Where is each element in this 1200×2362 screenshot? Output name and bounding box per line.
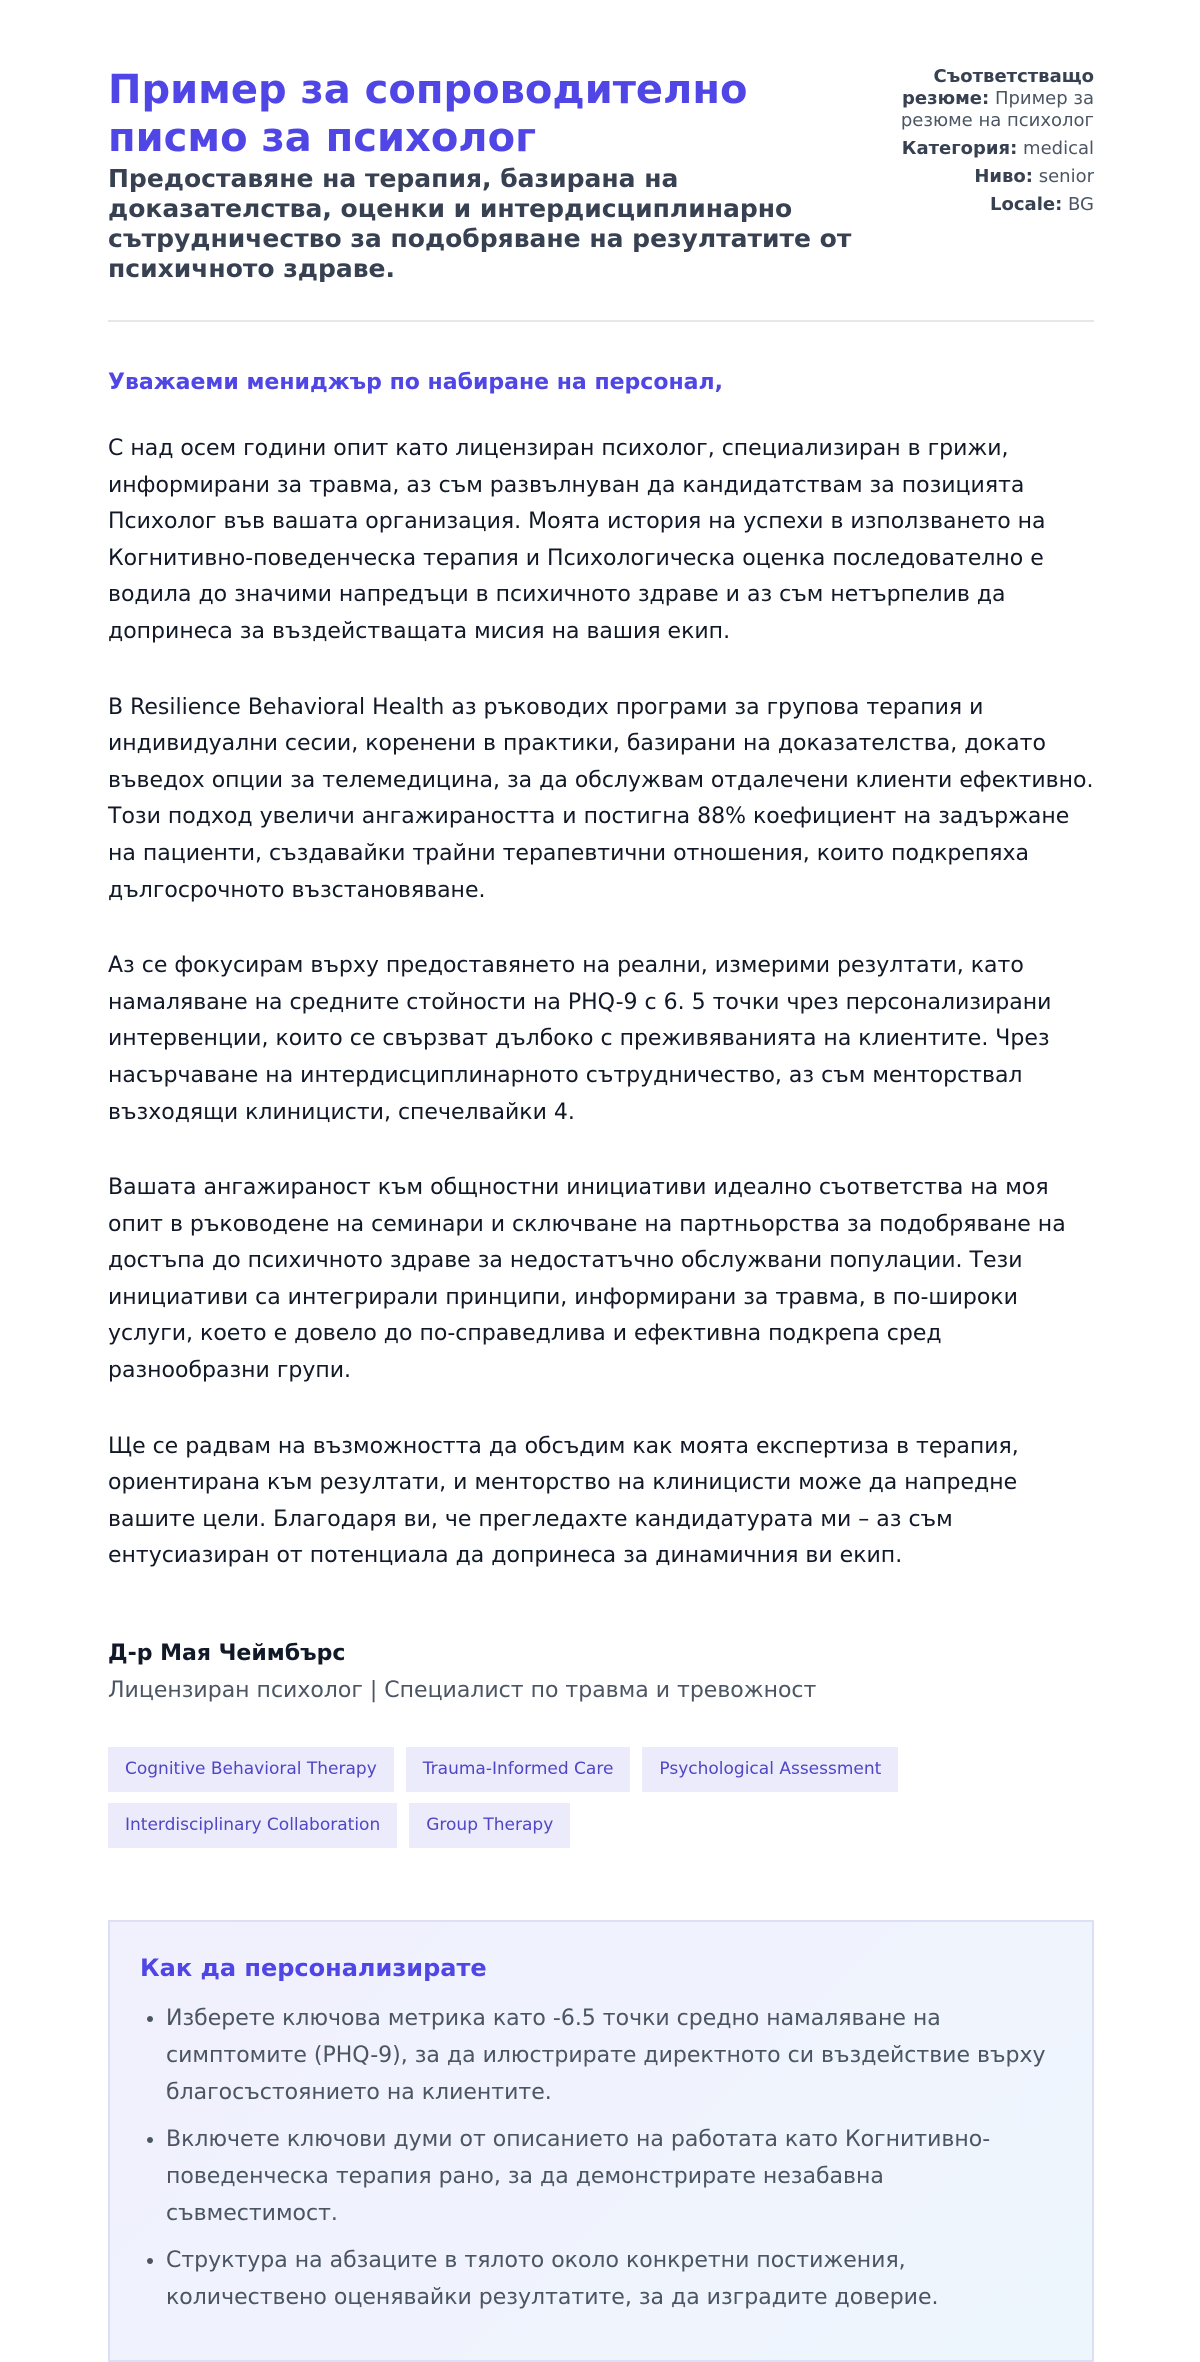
page-title: Пример за сопроводително писмо за психолог — [108, 67, 748, 161]
letter-paragraph: Ще се радвам на възможността да обсъдим как моята експертиза в терапия, ориентирана към резултати, и менторство на клиницисти може да напредне вашите цели. Благодаря ви, че прегледахте кандидатурата ми – аз съм ентусиазиран от потенциала да допринеса за динамичния ви екип. — [108, 1433, 1019, 1569]
tip-item: • Изберете ключова метрика като -6.5 точки средно намаляване на симптомите (PHQ-9), за да илюстрирате директното си въздействие върху благосъстоянието на клиентите. — [166, 2000, 1062, 2111]
meta-resume-value: Пример за резюме на психолог — [900, 88, 1094, 131]
customization-tips — [108, 1920, 1094, 2362]
skill-tag: Interdisciplinary Collaboration — [108, 1803, 397, 1848]
salutation: Уважаеми мениджър по набиране на персонал, — [108, 370, 723, 395]
meta-info — [894, 66, 1094, 222]
skill-tag: Group Therapy — [409, 1803, 570, 1848]
signature-title: Лицензиран психолог | Специалист по травма и тревожност — [108, 1678, 817, 1704]
meta-locale-label: Locale: — [990, 194, 1063, 215]
meta-resume-label: Съответстващо резюме: — [902, 66, 1094, 109]
meta-category — [894, 138, 1094, 160]
skill-tags — [108, 1747, 1094, 1848]
letter-paragraph: В Resilience Behavioral Health аз ръководих програми за групова терапия и индивидуални сесии, коренени в практики, базирани на доказателства, докато въведох опции за телемедицина, за да обслужвам отдалечени клиенти ефективно. Този подход увеличи ангажираността и постигна 88% коефициент на задържане на пациенти, създавайки трайни терапевтични отношения, които подкрепяха дългосрочното възстановяване. — [108, 694, 1094, 903]
skill-tag: Cognitive Behavioral Therapy — [108, 1747, 394, 1792]
meta-locale — [894, 194, 1094, 216]
meta-category-value: medical — [1023, 138, 1094, 159]
tips-list — [140, 2000, 1062, 2316]
meta-level — [894, 166, 1094, 188]
letter-paragraph: Вашата ангажираност към общностни инициативи идеално съответства на моя опит в ръководене на семинари и сключване на партньорства за подобряване на достъпа до психичното здраве за недостатъчно обслужвани популации. Тези инициативи са интегрирали принципи, информирани за травма, в по-широки услуги, което е довело до по-справедлива и ефективна подкрепа сред разнообразни групи. — [108, 1175, 1066, 1384]
meta-level-value: senior — [1038, 166, 1094, 187]
tip-item: • Включете ключови думи от описанието на работата като Когнитивно-поведенческа терапия рано, за да демонстрирате незабавна съвместимост. — [166, 2121, 1062, 2232]
meta-resume — [894, 66, 1094, 132]
signature-name: Д-р Мая Чеймбърс — [108, 1641, 346, 1667]
letter-paragraph: С над осем години опит като лицензиран психолог, специализиран в грижи, информирани за травма, аз съм развълнуван да кандидатствам за позицията Психолог във вашата организация. Моята история на успехи в използването на Когнитивно-поведенческа терапия и Психологическа оценка последователно е водила до значими напредъци в психичното здраве и аз съм нетърпелив да допринеса за въздействащата мисия на вашия екип. — [108, 436, 1046, 644]
tips-heading: Как да персонализирате — [140, 1954, 487, 1983]
meta-locale-value: BG — [1068, 194, 1094, 215]
header-titles — [108, 66, 888, 284]
signature — [108, 1641, 1094, 1703]
tip-item: • Структура на абзаците в тялото около конкретни постижения, количествено оценявайки резултатите, за да изградите доверие. — [166, 2242, 1062, 2316]
meta-level-label: Ниво: — [974, 166, 1033, 187]
skill-tag: Psychological Assessment — [642, 1747, 898, 1792]
skill-tag: Trauma-Informed Care — [406, 1747, 631, 1792]
letter-body — [108, 431, 1094, 1575]
meta-category-label: Категория: — [901, 138, 1018, 159]
letter-paragraph: Аз се фокусирам върху предоставянето на реални, измерими резултати, като намаляване на средните стойности на PHQ-9 с 6. 5 точки чрез персонализирани интервенции, които се свързват дълбоко с преживяванията на клиентите. Чрез насърчаване на интердисциплинарното сътрудничество, аз съм менторствал възходящи клиницисти, спечелвайки 4. — [108, 953, 1052, 1125]
page-subtitle: Предоставяне на терапия, базирана на доказателства, оценки и интердисциплинарно сътрудничество за подобряване на резултатите от психичното здраве. — [108, 164, 852, 283]
page-header — [108, 66, 1094, 322]
